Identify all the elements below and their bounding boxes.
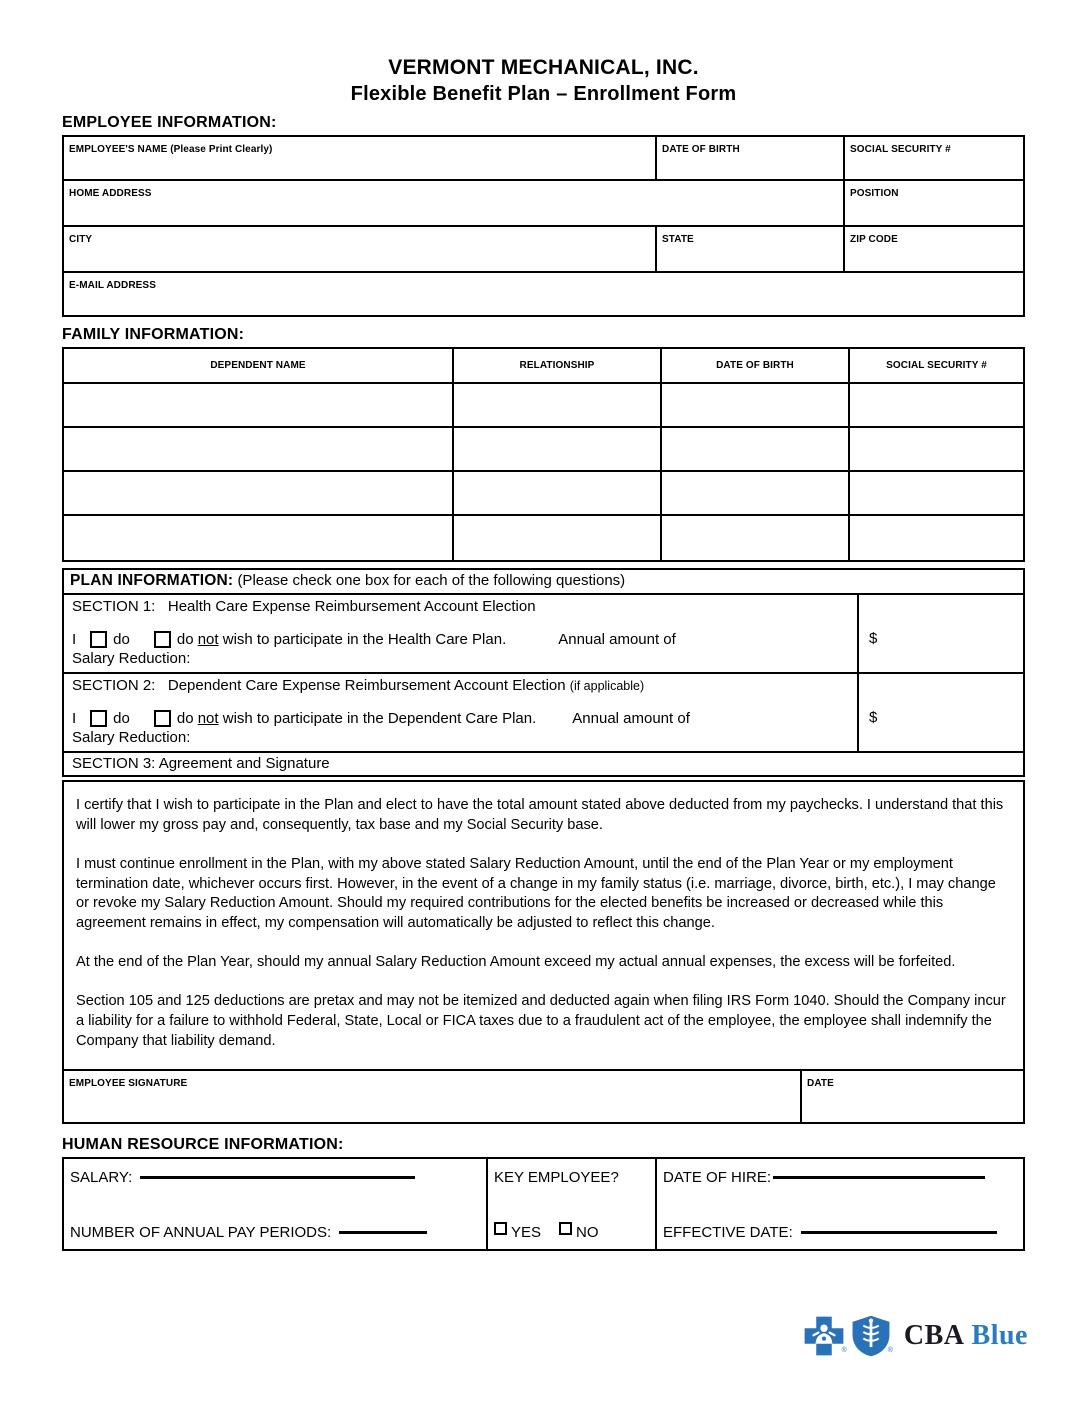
hire-date-fill-line[interactable] — [773, 1176, 985, 1179]
date-of-birth-label: DATE OF BIRTH — [662, 144, 740, 155]
section2-label: SECTION 2: — [72, 677, 156, 694]
zip-code-label: ZIP CODE — [850, 234, 898, 245]
state-label: STATE — [662, 234, 694, 245]
pay-periods-line — [70, 1224, 480, 1241]
section3-label: SECTION 3: — [72, 755, 156, 772]
cross-registered-mark: ® — [841, 1347, 847, 1354]
signature-date-field[interactable] — [800, 1071, 1027, 1122]
hr-info-table — [62, 1157, 1025, 1251]
ssn-input-row4[interactable] — [850, 516, 1023, 560]
employee-name-field[interactable] — [64, 137, 657, 181]
logo-wordmark — [904, 1320, 1028, 1352]
yes-label: YES — [511, 1224, 542, 1242]
section1-salary-reduction-label: Salary Reduction: — [72, 650, 191, 667]
dependent-name-input-row3[interactable] — [64, 472, 454, 516]
section2-cell — [64, 674, 857, 751]
position-label: POSITION — [850, 188, 899, 199]
salary-fill-line[interactable] — [140, 1176, 415, 1179]
section1-donot-prefix: do — [176, 631, 194, 648]
position-field[interactable] — [845, 181, 1023, 227]
home-address-field[interactable] — [64, 181, 845, 227]
form-title: Flexible Benefit Plan – Enrollment Form — [350, 83, 737, 105]
agreement-paragraph-4: Section 105 and 125 deductions are pretax and may not be itemized and deducted again when filing IRS Form 1040. Should the Company incur a liability for a failure to withhold Federal, State, Local or FICA taxes due to a fraudulent act of the employee, the employee shall indemnify the Company that liability demand. — [76, 992, 1006, 1049]
signature-row — [62, 1071, 1025, 1124]
shield-registered-mark: ® — [887, 1347, 893, 1354]
blue-cross-icon — [803, 1315, 845, 1357]
section1-do-checkbox[interactable] — [90, 631, 107, 648]
section2-donot-underline: not — [197, 710, 219, 727]
effective-date-line — [663, 1224, 1021, 1241]
hr-key-employee-cell — [486, 1159, 657, 1249]
relationship-input-row3[interactable] — [454, 472, 662, 516]
section3-title: Agreement and Signature — [158, 755, 330, 772]
section1-election-line — [72, 631, 849, 648]
agreement-paragraph-2: I must continue enrollment in the Plan, with my above stated Salary Reduction Amount, until the end of the Plan Year or my employment termination date, whichever occurs first. However, in the event of a change in my family status (i.e. marriage, divorce, birth, etc.), I may change or revoke my Salary Reduction Amount. Should my required contributions for the elected benefits be increased or decreased while this agreement remains in effect, my compensation will automatically be adjusted to reflect this change. — [76, 855, 996, 932]
employee-signature-label: EMPLOYEE SIGNATURE — [69, 1078, 188, 1090]
family-dob-header-label: DATE OF BIRTH — [716, 360, 794, 371]
section1-amount-field[interactable] — [857, 595, 1023, 672]
hire-date-label: DATE OF HIRE: — [663, 1169, 772, 1187]
dependent-name-header-label: DEPENDENT NAME — [210, 360, 306, 371]
ssn-input-row2[interactable] — [850, 428, 1023, 472]
ssn-input-row1[interactable] — [850, 384, 1023, 428]
blue-shield-icon — [851, 1314, 891, 1358]
hr-left-cell — [64, 1159, 486, 1249]
agreement-paragraph-3: At the end of the Plan Year, should my annual Salary Reduction Amount exceed my actual annual expenses, the excess will be forfeited. — [76, 954, 956, 971]
section2-do-not-checkbox[interactable] — [154, 710, 171, 727]
dob-input-row4[interactable] — [662, 516, 850, 560]
employee-info-table — [62, 135, 1025, 317]
key-employee-line — [494, 1169, 649, 1186]
section1-do-not-label — [177, 631, 506, 648]
city-field[interactable] — [64, 227, 657, 273]
family-info-table — [62, 347, 1025, 562]
family-ssn-header — [850, 349, 1023, 384]
effective-date-label: EFFECTIVE DATE: — [663, 1224, 793, 1242]
section1-title: Health Care Expense Reimbursement Account Election — [167, 598, 536, 615]
pay-periods-label: NUMBER OF ANNUAL PAY PERIODS: — [70, 1224, 332, 1242]
section1-cell — [64, 595, 857, 672]
relationship-input-row2[interactable] — [454, 428, 662, 472]
logo-blue-text: Blue — [971, 1320, 1028, 1351]
hr-right-cell — [657, 1159, 1027, 1249]
section1-title-line — [72, 597, 849, 615]
ssn-input-row3[interactable] — [850, 472, 1023, 516]
yes-checkbox[interactable] — [494, 1222, 507, 1235]
agreement-text-box — [62, 780, 1025, 1071]
date-of-birth-field[interactable] — [657, 137, 845, 181]
family-dob-header — [662, 349, 850, 384]
employee-name-label: EMPLOYEE'S NAME (Please Print Clearly) — [69, 144, 273, 155]
relationship-header — [454, 349, 662, 384]
section2-title-note: (if applicable) — [569, 679, 645, 693]
salary-label: SALARY: — [70, 1169, 133, 1187]
dependent-name-input-row4[interactable] — [64, 516, 454, 560]
effective-date-fill-line[interactable] — [801, 1231, 997, 1234]
section2-do-not-label — [177, 710, 536, 727]
dependent-name-input-row2[interactable] — [64, 428, 454, 472]
key-employee-options — [494, 1222, 649, 1241]
section1-do-label: do — [113, 631, 130, 648]
home-address-label: HOME ADDRESS — [69, 188, 152, 199]
key-employee-label: KEY EMPLOYEE? — [494, 1169, 619, 1187]
section2-title: Dependent Care Expense Reimbursement Account Election — [167, 677, 566, 694]
email-label: E-MAIL ADDRESS — [69, 280, 156, 291]
section1-dollar-sign: $ — [869, 630, 878, 647]
section2-election-line — [72, 710, 849, 727]
plan-info-heading-note: (Please check one box for each of the following questions) — [237, 572, 626, 589]
plan-section3-row — [64, 753, 1023, 775]
section2-donot-prefix: do — [176, 710, 194, 727]
dependent-name-header — [64, 349, 454, 384]
section2-do-checkbox[interactable] — [90, 710, 107, 727]
section1-annual-label: Annual amount of — [558, 631, 676, 648]
cba-blue-logo — [803, 1314, 1028, 1358]
section1-do-not-checkbox[interactable] — [154, 631, 171, 648]
no-label: NO — [576, 1224, 599, 1242]
relationship-input-row1[interactable] — [454, 384, 662, 428]
dob-input-row1[interactable] — [662, 384, 850, 428]
dob-input-row2[interactable] — [662, 428, 850, 472]
family-ssn-header-label: SOCIAL SECURITY # — [886, 360, 987, 371]
section1-donot-suffix: wish to participate in the Health Care Plan. — [222, 631, 507, 648]
company-title: VERMONT MECHANICAL, INC. — [388, 56, 699, 79]
plan-section1-row — [64, 595, 1023, 674]
no-checkbox[interactable] — [559, 1222, 572, 1235]
zip-code-field[interactable] — [845, 227, 1023, 273]
plan-section2-row — [64, 674, 1023, 753]
signature-date-label: DATE — [807, 1078, 834, 1090]
section2-salary-reduction-label: Salary Reduction: — [72, 729, 191, 746]
pay-periods-fill-line[interactable] — [339, 1231, 427, 1234]
city-label: CITY — [69, 234, 93, 245]
employee-signature-field[interactable] — [64, 1071, 800, 1122]
employee-info-heading: EMPLOYEE INFORMATION: — [62, 114, 277, 131]
section1-donot-underline: not — [197, 631, 219, 648]
section2-do-label: do — [113, 710, 130, 727]
dob-input-row3[interactable] — [662, 472, 850, 516]
section2-donot-suffix: wish to participate in the Dependent Care Plan. — [222, 710, 537, 727]
logo-cba-text: CBA — [903, 1320, 965, 1351]
state-field[interactable] — [657, 227, 845, 273]
section2-annual-label: Annual amount of — [572, 710, 690, 727]
section1-pronoun: I — [72, 631, 77, 648]
agreement-paragraph-1: I certify that I wish to participate in the Plan and elect to have the total amount stated above deducted from my paychecks. I understand that this will lower my gross pay and, consequently, tax base and my Social Security base. — [76, 797, 1004, 833]
salary-line — [70, 1169, 480, 1186]
section1-label: SECTION 1: — [72, 598, 156, 615]
section2-dollar-sign: $ — [869, 709, 878, 726]
plan-info-heading-row — [64, 570, 1023, 595]
social-security-field[interactable] — [845, 137, 1023, 181]
section2-title-line — [72, 676, 849, 694]
hr-info-heading: HUMAN RESOURCE INFORMATION: — [62, 1136, 344, 1154]
relationship-header-label: RELATIONSHIP — [519, 360, 595, 371]
relationship-input-row4[interactable] — [454, 516, 662, 560]
plan-info-table — [62, 568, 1025, 777]
email-field[interactable] — [64, 273, 1023, 315]
section2-amount-field[interactable] — [857, 674, 1023, 751]
family-info-heading: FAMILY INFORMATION: — [62, 326, 245, 343]
hire-date-line — [663, 1169, 1021, 1186]
social-security-label: SOCIAL SECURITY # — [850, 144, 951, 155]
plan-info-heading: PLAN INFORMATION: — [70, 572, 234, 589]
dependent-name-input-row1[interactable] — [64, 384, 454, 428]
section2-pronoun: I — [72, 710, 77, 727]
